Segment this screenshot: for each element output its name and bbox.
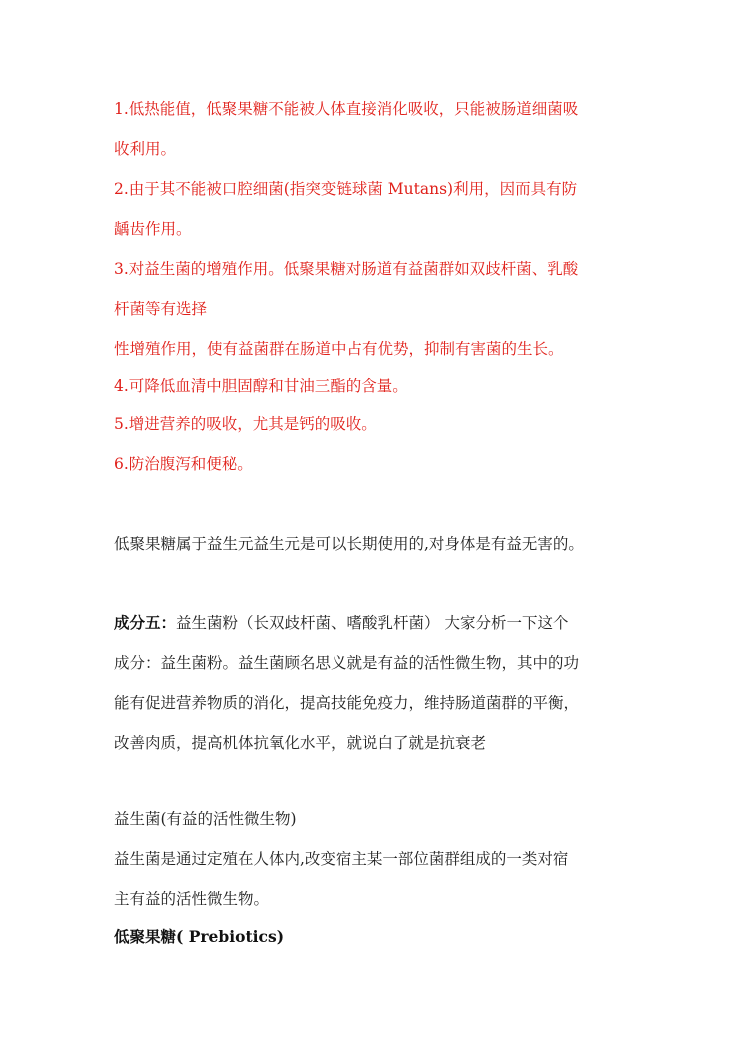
ingredient-five-first-line	[114, 612, 568, 634]
ingredient-five-line: 能有促进营养物质的消化，提高技能免疫力，维持肠道菌群的平衡，	[114, 694, 580, 712]
prebiotic-heading: 低聚果糖( Prebiotics)	[114, 927, 285, 946]
benefit-line: 4.可降低血清中胆固醇和甘油三酯的含量。	[114, 377, 408, 395]
probiotic-title: 益生菌(有益的活性微生物)	[114, 810, 297, 828]
probiotic-line: 益生菌是通过定殖在人体内,改变宿主某一部位菌群组成的一类对宿	[114, 850, 569, 868]
benefit-line: 杆菌等有选择	[114, 300, 208, 318]
benefit-line: 龋齿作用。	[114, 220, 192, 238]
ingredient-five-label: 成分五：	[114, 613, 177, 632]
benefit-line: 性增殖作用，使有益菌群在肠道中占有优势，抑制有害菌的生长。	[114, 340, 564, 358]
benefit-line: 6.防治腹泻和便秘。	[114, 455, 253, 473]
probiotic-line: 主有益的活性微生物。	[114, 890, 270, 908]
benefit-line: 收利用。	[114, 140, 177, 158]
benefit-line: 1.低热能值，低聚果糖不能被人体直接消化吸收，只能被肠道细菌吸	[114, 100, 579, 118]
ingredient-five-line: 改善肉质，提高机体抗氧化水平，就说白了就是抗衰老	[114, 734, 487, 752]
benefit-line: 2.由于其不能被口腔细菌(指突变链球菌 Mutans)利用，因而具有防	[114, 180, 578, 198]
benefit-line: 3.对益生菌的增殖作用。低聚果糖对肠道有益菌群如双歧杆菌、乳酸	[114, 260, 579, 278]
ingredient-five-line: 成分：益生菌粉。益生菌顾名思义就是有益的活性微生物，其中的功	[114, 654, 580, 672]
ingredient-five-first-line-text: 益生菌粉（长双歧杆菌、嗜酸乳杆菌） 大家分析一下这个	[176, 614, 569, 632]
summary-text: 低聚果糖属于益生元益生元是可以长期使用的,对身体是有益无害的。	[114, 535, 584, 553]
benefit-line: 5.增进营养的吸收，尤其是钙的吸收。	[114, 415, 377, 433]
